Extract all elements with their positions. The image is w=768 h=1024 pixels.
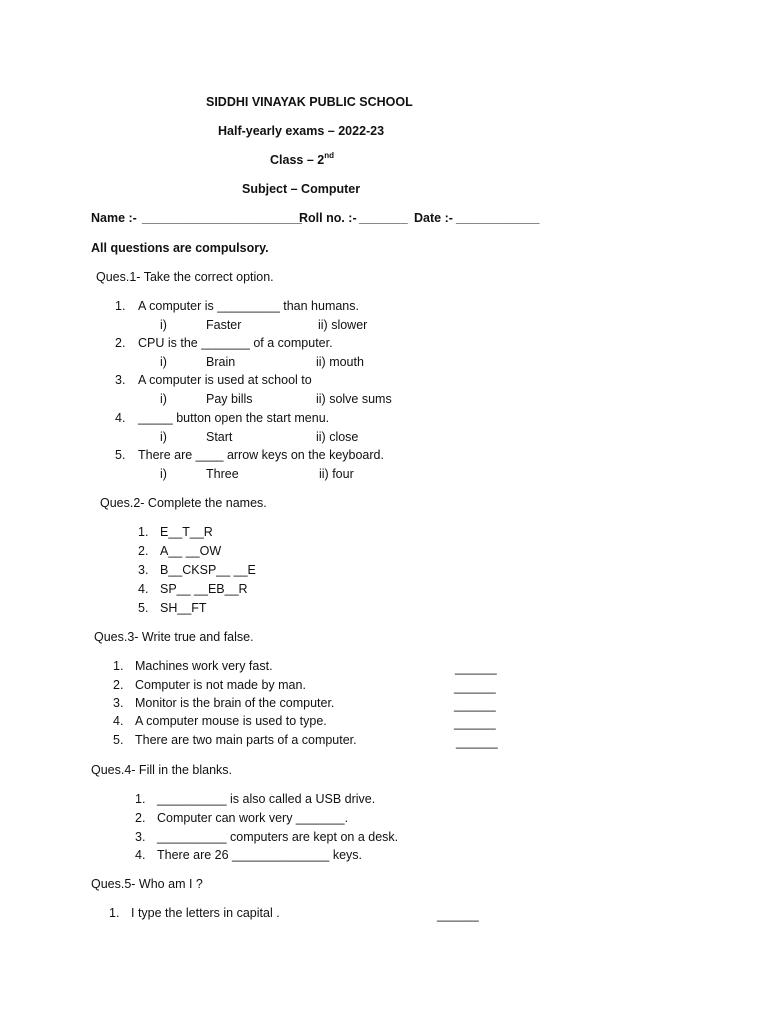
q1-option-marker: i)	[160, 392, 167, 406]
q1-option-b: ii) four	[319, 467, 354, 481]
q1-item-text: CPU is the _______ of a computer.	[138, 336, 333, 350]
q4-item-text: There are 26 ______________ keys.	[157, 848, 363, 862]
name-field[interactable]: _______________________	[142, 211, 302, 225]
q1-item-number: 2.	[115, 336, 126, 350]
q3-item-text: A computer mouse is used to type.	[135, 714, 327, 728]
q3-item-number: 1.	[113, 659, 124, 673]
q3-answer-blank[interactable]: ______	[454, 716, 496, 730]
q1-option-a: Three	[206, 467, 239, 481]
q5-answer-blank[interactable]: ______	[437, 908, 479, 922]
q3-answer-blank[interactable]: ______	[456, 735, 498, 749]
instructions: All questions are compulsory.	[91, 241, 269, 255]
q1-option-a: Pay bills	[206, 392, 253, 406]
q2-item-number: 4.	[138, 582, 149, 596]
q1-item-text: A computer is used at school to	[138, 373, 312, 387]
q1-option-a: Start	[206, 430, 233, 444]
q4-item-number: 4.	[135, 848, 146, 862]
q4-title: Ques.4- Fill in the blanks.	[91, 763, 233, 777]
q2-item-text: E__T__R	[160, 525, 213, 539]
q3-answer-blank[interactable]: ______	[455, 661, 497, 675]
q3-answer-blank[interactable]: ______	[454, 698, 496, 712]
q4-item-text: __________ computers are kept on a desk.	[157, 830, 399, 844]
roll-label: Roll no. :-	[299, 211, 357, 225]
q4-item-number: 2.	[135, 811, 146, 825]
q3-answer-blank[interactable]: ______	[454, 680, 496, 694]
date-label: Date :-	[414, 211, 453, 225]
q3-item-text: Machines work very fast.	[135, 659, 273, 673]
q2-item-number: 5.	[138, 601, 149, 615]
q1-item-text: _____ button open the start menu.	[138, 411, 330, 425]
name-label: Name :-	[91, 211, 137, 225]
q3-item-text: Monitor is the brain of the computer.	[135, 696, 335, 710]
q4-item-number: 1.	[135, 792, 146, 806]
q1-title: Ques.1- Take the correct option.	[96, 270, 274, 284]
q4-item-text: Computer can work very _______.	[157, 811, 349, 825]
q3-item-text: Computer is not made by man.	[135, 678, 306, 692]
class-text: Class – 2	[270, 153, 325, 167]
q3-title: Ques.3- Write true and false.	[94, 630, 254, 644]
q1-option-marker: i)	[160, 318, 167, 332]
q3-item-number: 4.	[113, 714, 124, 728]
q3-item-number: 5.	[113, 733, 124, 747]
q1-item-number: 1.	[115, 299, 126, 313]
date-field[interactable]: ____________	[456, 211, 540, 225]
q1-option-b: ii) slower	[318, 318, 368, 332]
class-label	[270, 152, 334, 168]
q4-item-text: __________ is also called a USB drive.	[157, 792, 376, 806]
q1-option-b: ii) mouth	[316, 355, 364, 369]
q1-option-b: ii) close	[316, 430, 359, 444]
q2-item-number: 2.	[138, 544, 149, 558]
subject-label: Subject – Computer	[242, 182, 361, 196]
q1-option-b: ii) solve sums	[316, 392, 392, 406]
q1-item-number: 5.	[115, 448, 126, 462]
q1-item-number: 4.	[115, 411, 126, 425]
q1-item-text: A computer is _________ than humans.	[138, 299, 359, 313]
q5-item-number: 1.	[109, 906, 120, 920]
q2-item-number: 1.	[138, 525, 149, 539]
q1-option-marker: i)	[160, 467, 167, 481]
q2-item-text: B__CKSP__ __E	[160, 563, 256, 577]
q1-item-text: There are ____ arrow keys on the keyboard.	[138, 448, 384, 462]
class-superscript: nd	[324, 151, 334, 160]
q1-item-number: 3.	[115, 373, 126, 387]
q2-item-number: 3.	[138, 563, 149, 577]
q2-title: Ques.2- Complete the names.	[100, 496, 267, 510]
q4-item-number: 3.	[135, 830, 146, 844]
q1-option-a: Brain	[206, 355, 236, 369]
q1-option-a: Faster	[206, 318, 242, 332]
q5-item-text: I type the letters in capital .	[131, 906, 280, 920]
q1-option-marker: i)	[160, 355, 167, 369]
q2-item-text: SH__FT	[160, 601, 207, 615]
school-name: SIDDHI VINAYAK PUBLIC SCHOOL	[206, 95, 413, 109]
q5-title: Ques.5- Who am I ?	[91, 877, 203, 891]
q3-item-number: 3.	[113, 696, 124, 710]
q1-option-marker: i)	[160, 430, 167, 444]
q3-item-number: 2.	[113, 678, 124, 692]
roll-field[interactable]: _______	[359, 211, 408, 225]
q2-item-text: SP__ __EB__R	[160, 582, 248, 596]
exam-title: Half-yearly exams – 2022-23	[218, 124, 385, 138]
q2-item-text: A__ __OW	[160, 544, 222, 558]
q3-item-text: There are two main parts of a computer.	[135, 733, 357, 747]
